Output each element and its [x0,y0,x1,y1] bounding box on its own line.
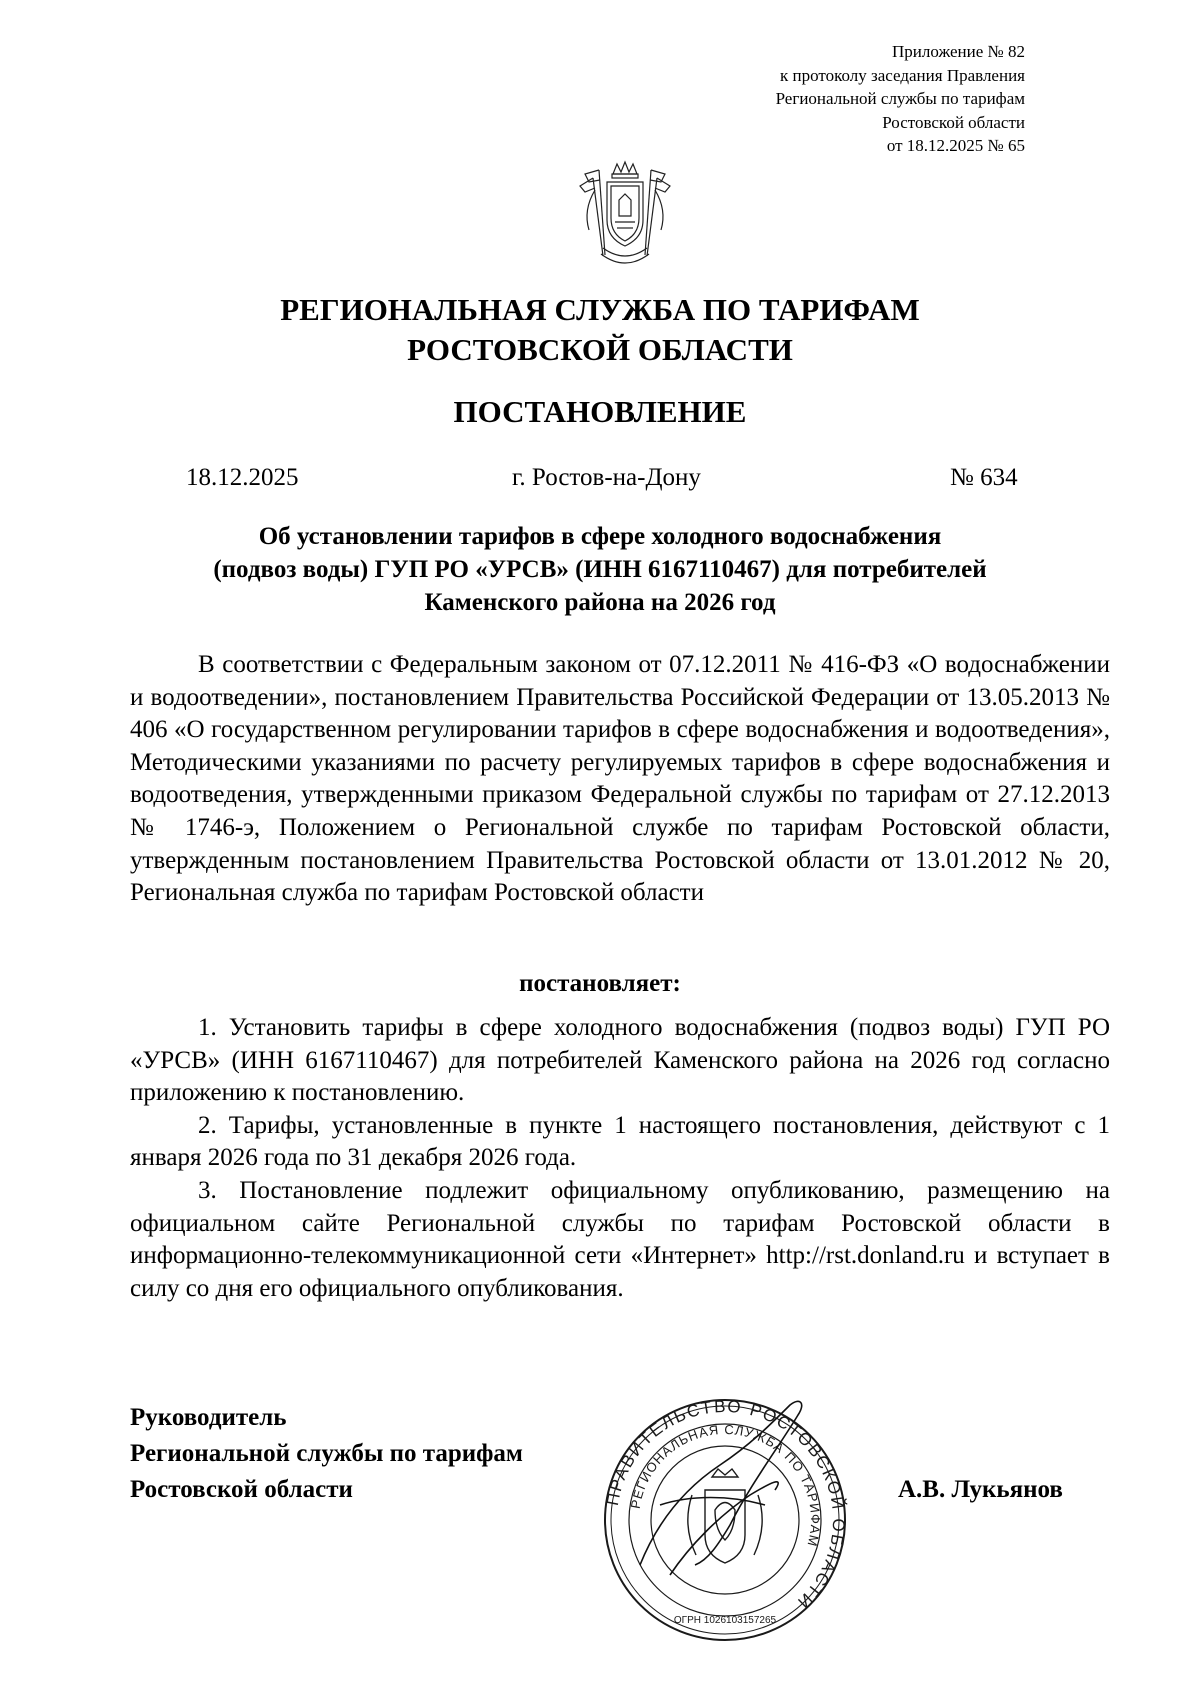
signer-position-line: Региональной службы по тарифам [130,1440,523,1467]
annex-block [625,40,1025,158]
official-seal-icon [600,1395,850,1645]
signer-position [130,1400,523,1508]
seal-inner-text: РЕГИОНАЛЬНАЯ СЛУЖБА ПО ТАРИФАМ [627,1421,824,1549]
document-title [0,520,1200,619]
document-date: 18.12.2025 [186,464,299,491]
title-line: Об установлении тарифов в сфере холодного водоснабжения [258,523,942,550]
annex-line: Региональной службы по тарифам [775,89,1025,108]
signer-name: А.В. Лукьянов [898,1476,1063,1503]
coat-of-arms-icon [575,160,675,275]
signer-position-line: Руководитель [130,1404,287,1431]
preamble-section [130,649,1110,910]
decides-heading: постановляет: [519,970,681,997]
resolution-item-2: 2. Тарифы, установленные в пункте 1 настоящего постановления, действуют с 1 января 2026 года по 31 декабря 2026 года. [130,1111,1110,1172]
resolution-item-3: 3. Постановление подлежит официальному опубликованию, размещению на официальном сайте Региональной службы по тарифам Ростовской области в информационно-телекоммуникационной сети «Интернет» http://rst.donland.ru и вступает в силу со дня его официального опубликования. [130,1176,1110,1302]
organization-line: РОСТОВСКОЙ ОБЛАСТИ [407,332,793,367]
annex-line: от 18.12.2025 № 65 [886,136,1025,155]
resolution-item-1: 1. Установить тарифы в сфере холодного водоснабжения (подвоз воды) ГУП РО «УРСВ» (ИНН 6167110467) для потребителей Каменского района на 2026 год согласно приложению к постановлению. [130,1014,1110,1107]
seal-ogrn: ОГРН 1026103157265 [673,1615,777,1626]
seal-outer-text: ПРАВИТЕЛЬСТВО РОСТОВСКОЙ ОБЛАСТИ [602,1396,849,1613]
document-number: № 634 [950,464,1018,491]
annex-line: к протоколу заседания Правления [780,65,1025,85]
title-line: (подвоз воды) ГУП РО «УРСВ» (ИНН 6167110467) для потребителей [213,556,987,583]
title-line: Каменского района на 2026 год [424,589,776,616]
resolution-items [130,1012,1110,1305]
document-city: г. Ростов-на-Дону [512,464,701,491]
preamble-paragraph: В соответствии с Федеральным законом от 07.12.2011 № 416-ФЗ «О водоснабжении и водоотведении», постановлением Правительства Российской Федерации от 13.05.2013 № 406 «О государственном регулировании тарифов в сфере водоснабжения и водоотведения», Методическими указаниями по расчету регулируемых тарифов в сфере водоснабжения и водоотведения, утвержденными приказом Федеральной службы по тарифам от 27.12.2013 № 1746-э, Положением о Региональной службе по тарифам Ростовской области, утвержденным постановлением Правительства Ростовской области от 13.01.2012 № 20, Региональная служба по тарифам Ростовской области [130,651,1110,907]
organization-line: РЕГИОНАЛЬНАЯ СЛУЖБА ПО ТАРИФАМ [280,292,920,327]
organization-name [0,290,1200,370]
annex-line: Ростовской области [882,112,1025,132]
document-type: ПОСТАНОВЛЕНИЕ [453,394,747,429]
annex-line: Приложение № 82 [892,42,1025,61]
signer-position-line: Ростовской области [130,1476,353,1503]
